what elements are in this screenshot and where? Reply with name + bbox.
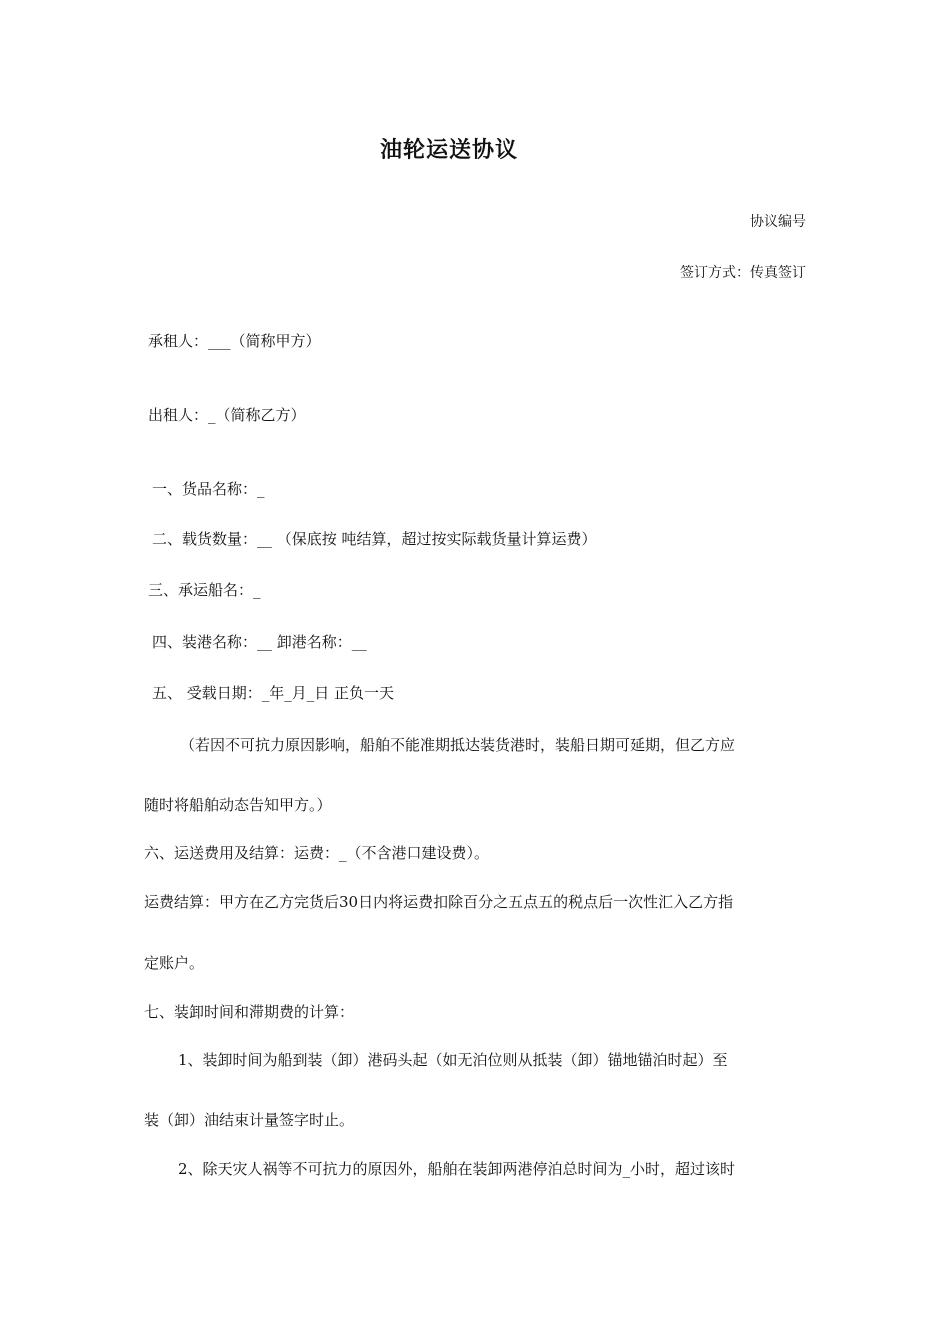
- document-title: 油轮运送协议: [379, 137, 518, 163]
- clause-laycan-note-line1: （若因不可抗力原因影响，船舶不能准期抵达装货港时，装船日期可延期，但乙方应: [180, 736, 736, 754]
- clause-freight: 六、运送费用及结算：运费：_（不含港口建设费）。: [144, 844, 490, 862]
- clause-laytime-heading: 七、装卸时间和滞期费的计算：: [144, 1003, 355, 1021]
- clause-laytime-item1-line2: 装（卸）油结束计量签字时止。: [144, 1111, 355, 1129]
- clause-freight-settlement-line1: 运费结算：甲方在乙方完货后30日内将运费扣除百分之五点五的税点后一次性汇入乙方指: [144, 893, 734, 911]
- lessor-line: 出租人：_（简称乙方）: [148, 406, 306, 424]
- lessee-line: 承租人：___（简称甲方）: [148, 332, 321, 350]
- clause-ship-name: 三、承运船名：_: [148, 581, 261, 599]
- clause-laycan-date: 五、 受载日期：_年_月_日 正负一天: [152, 684, 395, 702]
- clause-laytime-item2-line1: 2、除天灾人祸等不可抗力的原因外，船舶在装卸两港停泊总时间为_小时，超过该时: [178, 1160, 736, 1178]
- clause-cargo-name: 一、货品名称：_: [152, 480, 265, 498]
- clause-cargo-quantity: 二、载货数量：__ （保底按 吨结算，超过按实际载货量计算运费）: [152, 530, 597, 548]
- signing-method: 签订方式：传真签订: [680, 265, 806, 281]
- clause-freight-settlement-line2: 定账户。: [144, 954, 205, 972]
- clause-ports: 四、装港名称：__ 卸港名称：__: [152, 633, 367, 651]
- clause-laytime-item1-line1: 1、装卸时间为船到装（卸）港码头起（如无泊位则从抵装（卸）锚地锚泊时起）至: [178, 1051, 728, 1069]
- agreement-number-label: 协议编号: [750, 214, 806, 230]
- clause-laycan-note-line2: 随时将船舶动态告知甲方。）: [144, 796, 332, 814]
